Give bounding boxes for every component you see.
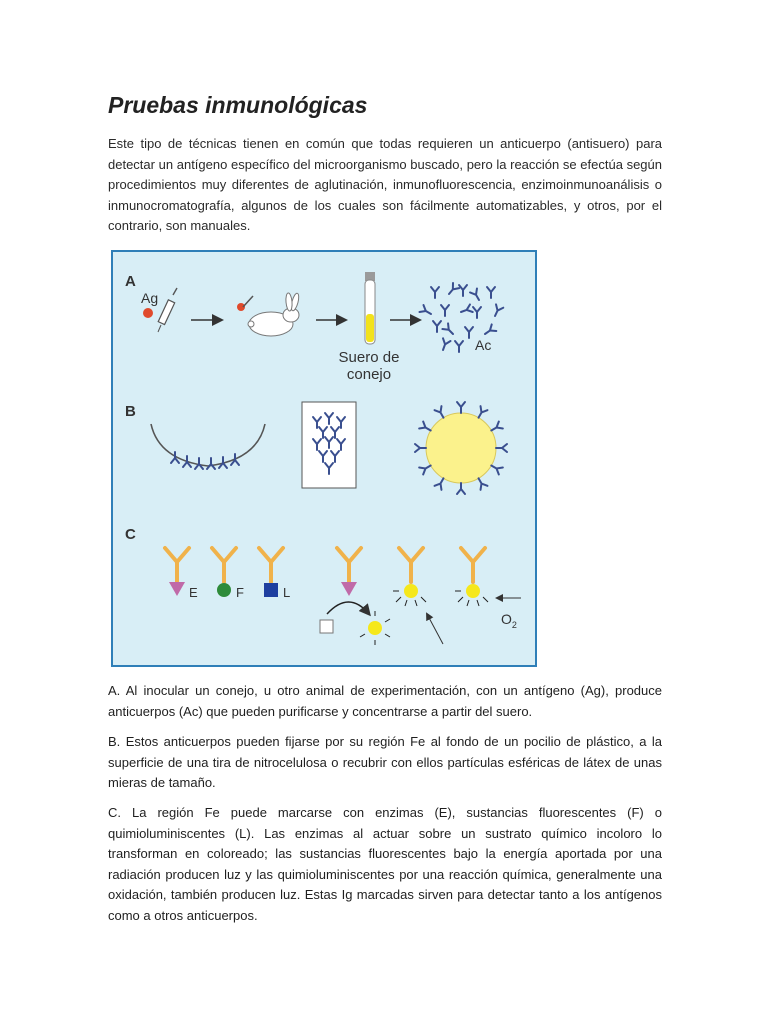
nitrocellulose-strip bbox=[302, 402, 356, 488]
chemiluminescence-reaction bbox=[455, 548, 521, 606]
label-fluorescent: F bbox=[236, 585, 244, 600]
panel-c-letter: C bbox=[125, 526, 136, 543]
chemiluminescent-labeled-antibody bbox=[259, 548, 283, 597]
caption-a: A. Al inocular un conejo, u otro animal de experimentación, con un antígeno (Ag), produce anticuerpos (Ac) que pueden purificarse y concentrarse a partir del suero. bbox=[108, 683, 662, 719]
serum-label-line1: Suero de bbox=[338, 349, 400, 366]
antigen-label: Ag bbox=[141, 290, 159, 306]
label-oxygen: $O_2$ bbox=[501, 611, 517, 630]
immunology-figure bbox=[111, 250, 537, 667]
panel-b-letter: B bbox=[125, 403, 136, 420]
enzyme-labeled-antibody bbox=[165, 548, 189, 596]
caption-c: C. La región Fe puede marcarse con enzimas (E), sustancias fluorescentes (F) o quimioluminiscentes (L). Las enzimas al actuar sobre un sustrato químico incoloro lo transforman en coloreado; las sustancias fluorescentes bajo la energía aportada por una radiación producen luz y las quimioluminiscentes por una reacción química, generalmente una oxidación, también producen luz. Estas Ig marcadas sirven para detectar tanto a los antígenos como a otros anticuerpos. bbox=[108, 805, 662, 923]
intro-paragraph: Este tipo de técnicas tienen en común que todas requieren un anticuerpo (antisuero) para detectar un antígeno específico del microorganismo buscado, pero la reacción se efectúa según procedimientos muy diferentes de aglutinación, inmunofluorescencia, enzimoinmunoanálisis o inmunocromatografía, algunos de los cuales son fácilmente automatizables, y otros, por el contrario, son manuales. bbox=[108, 136, 662, 233]
fluorescence-reaction bbox=[393, 548, 443, 644]
antigen-dot bbox=[143, 308, 153, 318]
caption-b: B. Estos anticuerpos pueden fijarse por su región Fe al fondo de un pocilio de plástico, a la superficie de una tira de nitrocelulosa o recubrir con ellos partículas esféricas de látex de unas mieras de tamaño. bbox=[108, 734, 662, 790]
serum-label-line2: conejo bbox=[346, 366, 392, 383]
plastic-well bbox=[151, 424, 265, 469]
enzyme-reaction bbox=[320, 548, 390, 645]
fluorescent-labeled-antibody bbox=[212, 548, 236, 597]
figure-illustration bbox=[113, 252, 535, 665]
antibody-label: Ac bbox=[475, 337, 492, 353]
label-chemiluminescent: L bbox=[283, 585, 291, 600]
test-tube-icon bbox=[365, 272, 375, 344]
rabbit-icon bbox=[237, 293, 300, 336]
panel-a-letter: A bbox=[125, 273, 136, 290]
latex-particle bbox=[415, 402, 507, 494]
label-enzyme: E bbox=[189, 585, 198, 600]
syringe-icon bbox=[158, 288, 177, 332]
page-title: Pruebas inmunológicas bbox=[108, 92, 368, 118]
